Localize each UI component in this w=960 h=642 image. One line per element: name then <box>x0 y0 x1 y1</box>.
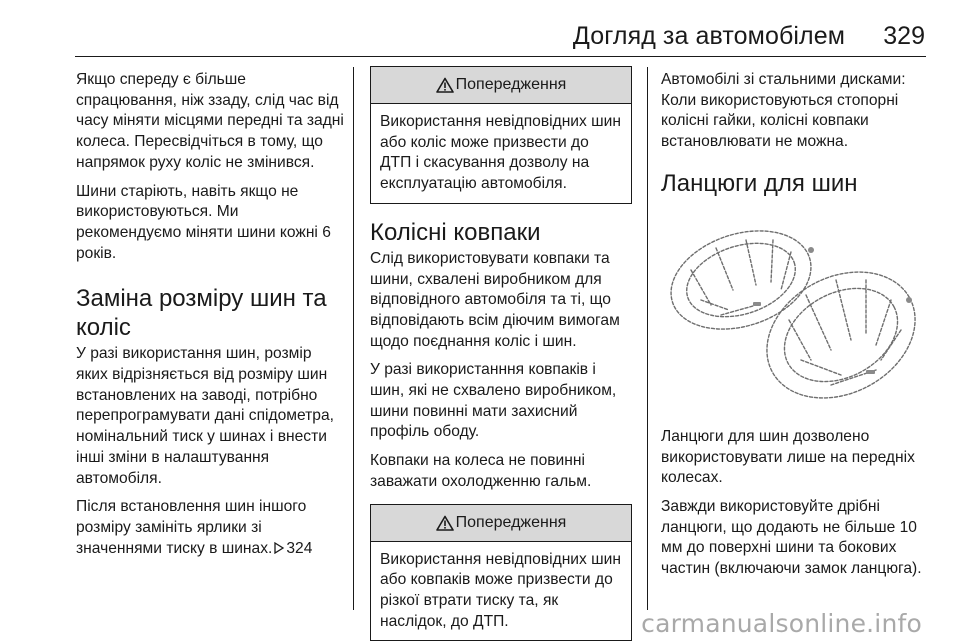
warning-triangle-icon <box>436 515 454 531</box>
warning-header <box>371 67 631 104</box>
page-header <box>0 0 960 56</box>
paragraph: У разі використанння ковпаків і шин, які не схвалено виробником, шини повинні мати захисний профіль ободу. <box>370 361 617 441</box>
paragraph: Слід використовувати ковпаки та шини, схвалені виробником для відповідного автомобіля та ті, що відповідають всім діючим вимогам щодо поєднання коліс і шин. <box>370 249 620 350</box>
page-title: Догляд за автомобілем <box>572 22 845 50</box>
xref-arrow-icon <box>273 542 285 554</box>
paragraph <box>76 497 344 559</box>
page-number: 329 <box>883 22 925 50</box>
section-heading: Заміна розміру шин та коліс <box>76 285 327 342</box>
warning-triangle-icon <box>436 77 454 93</box>
warning-title: Попередження <box>455 76 567 93</box>
column-2 <box>370 66 633 641</box>
column-divider-right <box>647 67 648 610</box>
section-heading: Колісні ковпаки <box>370 218 541 246</box>
warning-text: Використання невідповідних шин або ковпаків може призвести до різкої втрати тиску та, як наслідок, до ДТП. <box>380 550 621 630</box>
header-rule <box>75 56 926 57</box>
paragraph: Завжди використовуйте дрібні ланцюги, що додають не більше 10 мм до поверхні шини та бокових частин (включаючи замок ланцюга). <box>661 497 922 578</box>
watermark: carmanualsonline.info <box>641 609 922 638</box>
paragraph: Якщо спереду є більше спрацювання, ніж ззаду, слід час від часу міняти місцями передні та задні колеса. Пересвідчіться в тому, що напрямок руху коліс не змінився. <box>76 71 344 171</box>
paragraph: Ланцюги для шин дозволено використовувати лише на передніх колесах. <box>661 427 915 487</box>
warning-text: Використання невідповідних шин або коліс може призвести до ДТП і скасування дозволу на експлуатацію автомобіля. <box>380 113 621 193</box>
column-3 <box>661 70 927 588</box>
paragraph: У разі використання шин, розмір яких відрізняється від розміру шин встановлених на заводі, потрібно перепрограмувати дані спідометра, номінальний тиск у шинах і внести інші зміни в налаштування автомобіля. <box>76 345 334 487</box>
paragraph: Шини старіють, навіть якщо не використовуються. Ми рекомендуємо міняти шини кожні 6 років. <box>76 182 331 262</box>
xref-page[interactable]: 324 <box>286 539 313 557</box>
paragraph: Автомобілі зі стальними дисками: Коли використовуються стопорні колісні гайки, колісні ковпаки встановлювати не можна. <box>661 71 906 151</box>
snow-chain-illustration <box>661 210 927 410</box>
column-divider-left <box>353 67 354 610</box>
section-heading: Ланцюги для шин <box>661 169 858 197</box>
warning-box <box>370 504 632 642</box>
paragraph-text: Після встановлення шин іншого розміру замініть ярлики зі значеннями тиску в шинах. <box>76 498 307 557</box>
warning-header <box>371 505 631 542</box>
warning-title: Попередження <box>455 513 567 531</box>
warning-box <box>370 66 632 204</box>
column-1 <box>76 70 344 567</box>
paragraph: Ковпаки на колеса не повинні заважати охолодженню гальм. <box>370 452 592 490</box>
